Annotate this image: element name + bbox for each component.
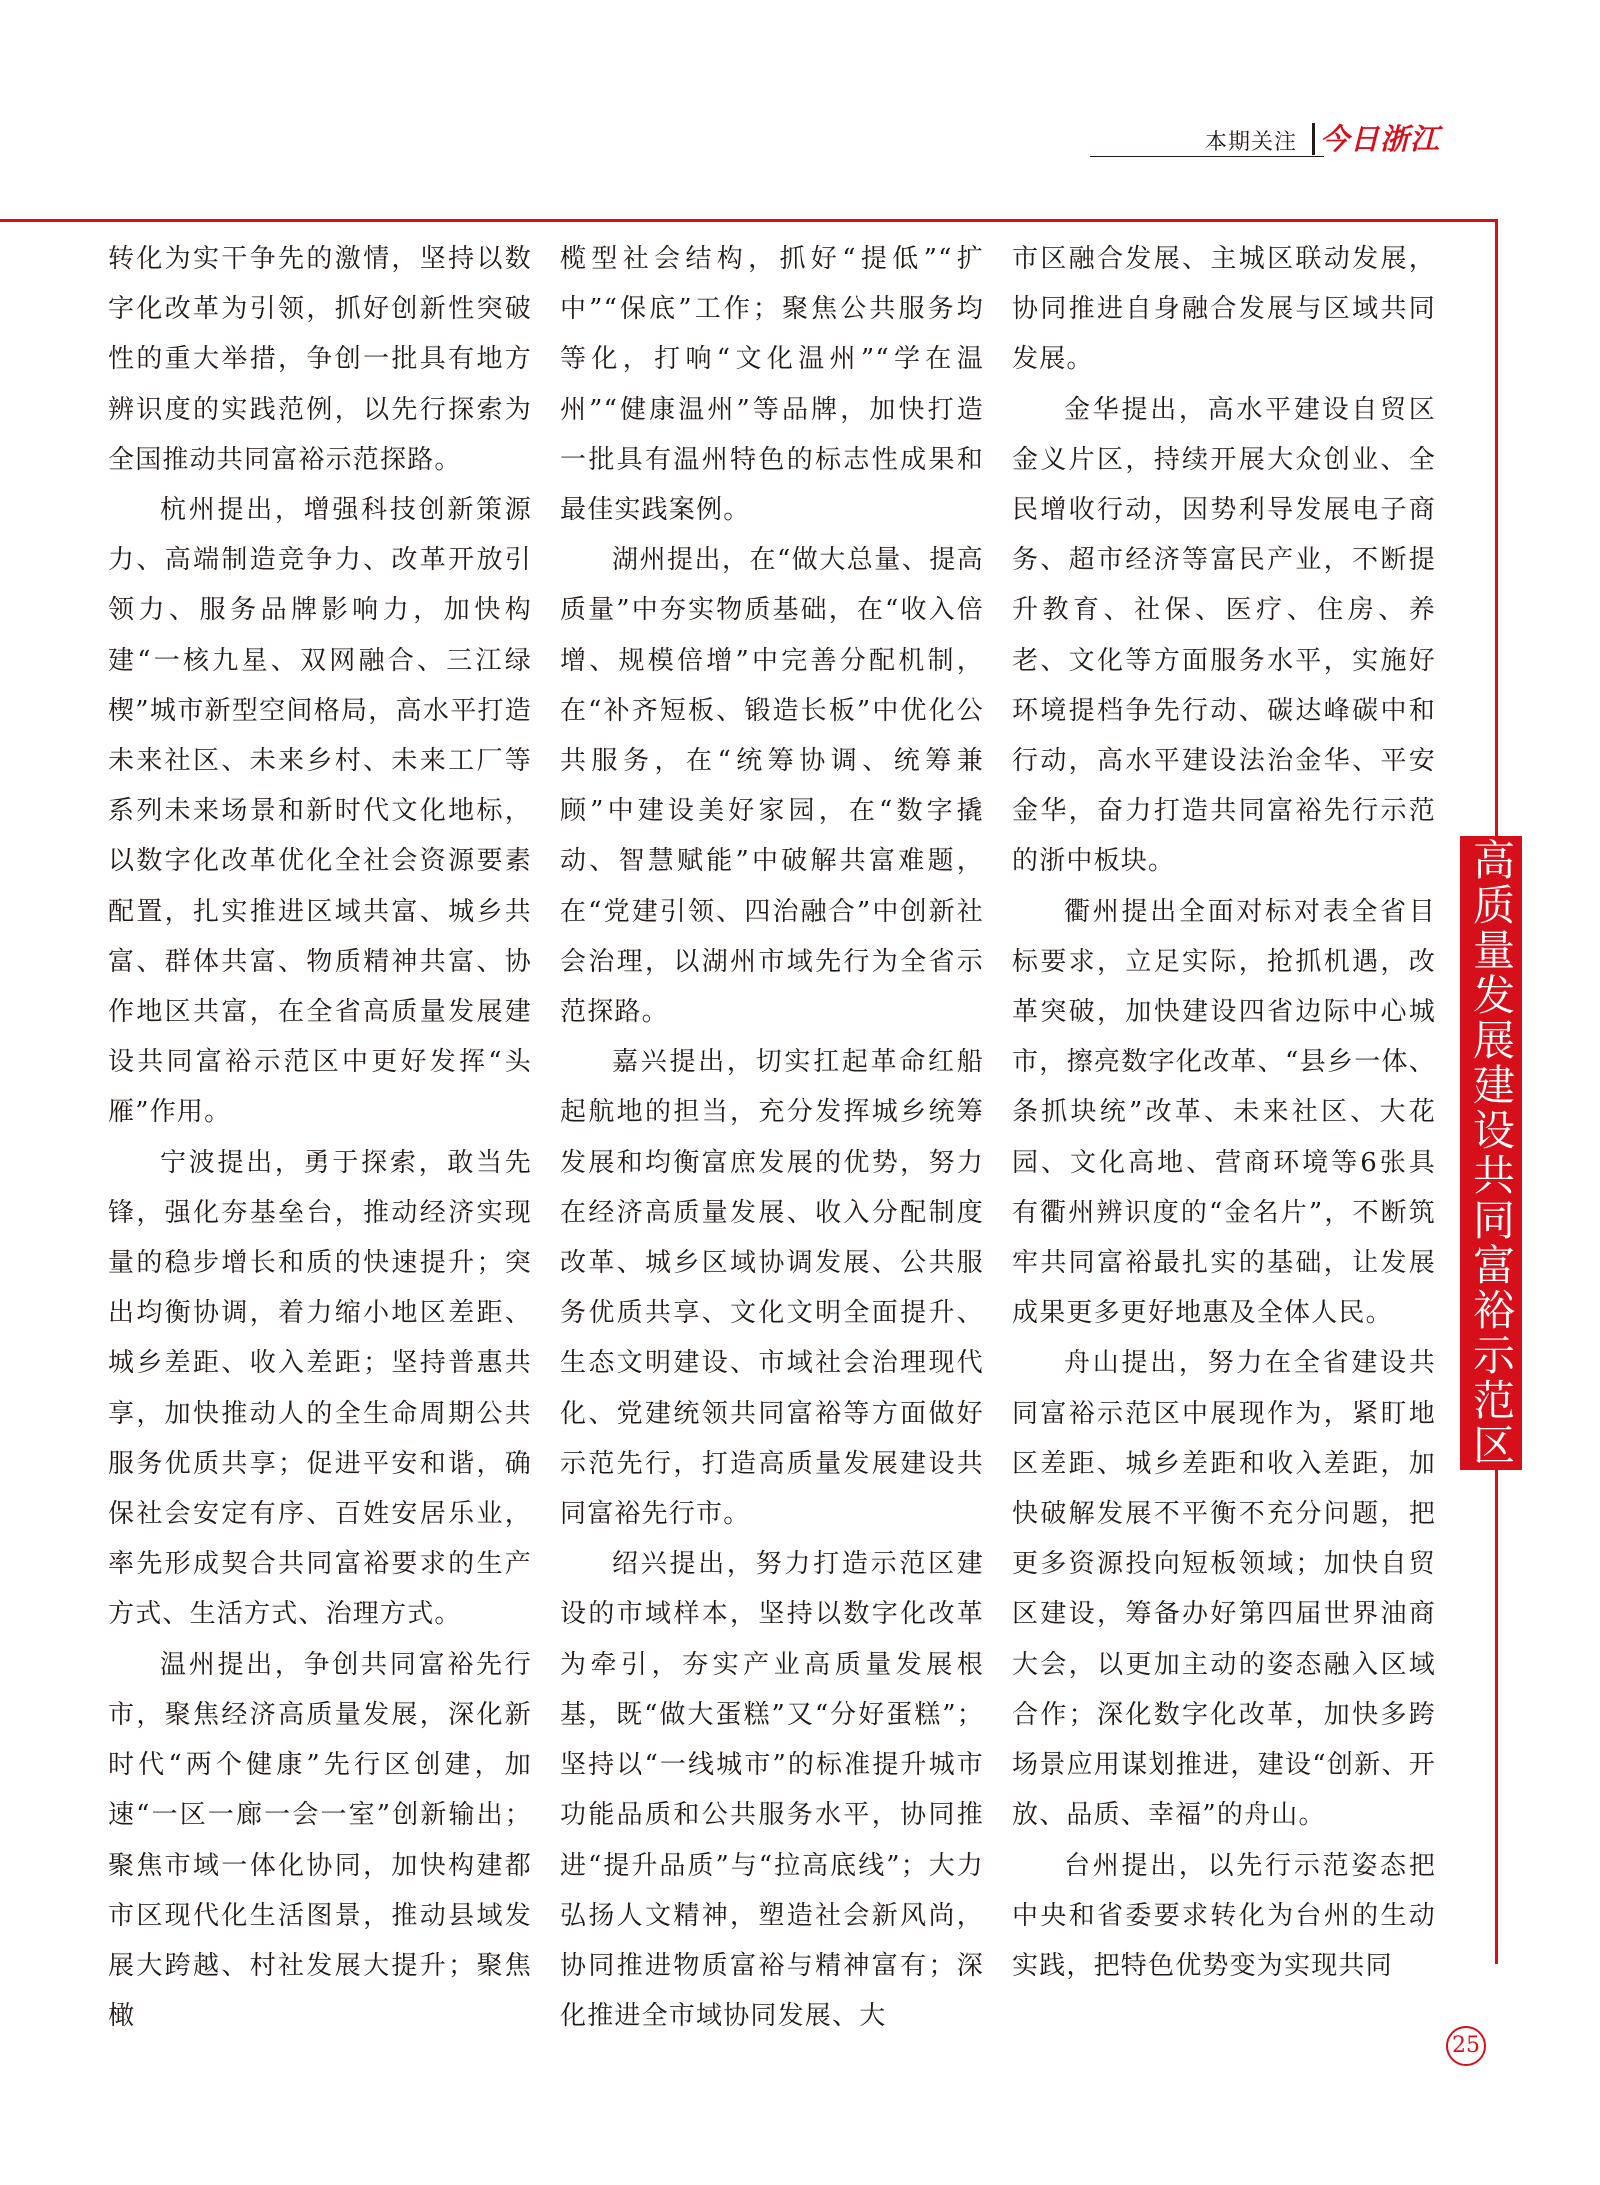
- magazine-logo: 今日浙江: [1320, 122, 1441, 156]
- text-column-2: [560, 234, 984, 2041]
- paragraph-shaoxing: 绍兴提出，努力打造示范区建设的市域样本，坚持以数字化改革为牵引，夯实产业高质量发展根基，既“做大蛋糕”又“分好蛋糕”；坚持以“一线城市”的标准提升城市功能品质和公共服务水平，协同推进“提升品质”与“拉高底线”；大力弘扬人文精神，塑造社会新风尚，协同推进物质富裕与精神富有；深化推进全市域协同发展、大: [560, 1549, 984, 2032]
- paragraph-jinhua: 金华提出，高水平建设自贸区金义片区，持续开展大众创业、全民增收行动，因势利导发展电子商务、超市经济等富民产业，不断提升教育、社保、医疗、住房、养老、文化等方面服务水平，实施好环境提档争先行动、碳达峰碳中和行动，高水平建设法治金华、平安金华，奋力打造共同富裕先行示范的浙中板块。: [1012, 394, 1436, 877]
- paragraph: 市区融合发展、主城区联动发展，协同推进自身融合发展与区域共同发展。: [1012, 244, 1436, 375]
- red-frame-top: [0, 219, 1498, 222]
- paragraph: 转化为实干争先的激情，坚持以数字化改革为引领，抓好创新性突破性的重大举措，争创一批具有地方辨识度的实践范例，以先行探索为全国推动共同富裕示范探路。: [108, 244, 532, 475]
- paragraph-wenzhou: 温州提出，争创共同富裕先行市，聚焦经济高质量发展，深化新时代“两个健康”先行区创建，加速“一区一廊一会一室”创新输出；聚焦市域一体化协同，加快构建都市区现代化生活图景，推动县域发展大跨越、村社发展大提升；聚焦橄: [108, 1649, 532, 2032]
- paragraph-jiaxing: 嘉兴提出，切实扛起革命红船起航地的担当，充分发挥城乡统筹发展和均衡富庶发展的优势，努力在经济高质量发展、收入分配制度改革、城乡区域协调发展、公共服务优质共享、文化文明全面提升、生态文明建设、市域社会治理现代化、党建统领共同富裕等方面做好示范先行，打造高质量发展建设共同富裕先行市。: [560, 1047, 984, 1530]
- paragraph-huzhou: 湖州提出，在“做大总量、提高质量”中夯实物质基础，在“收入倍增、规模倍增”中完善分配机制，在“补齐短板、锻造长板”中优化公共服务，在“统筹协调、统筹兼顾”中建设美好家园，在“数字撬动、智慧赋能”中破解共富难题，在“党建引领、四治融合”中创新社会治理，以湖州市域先行为全省示范探路。: [560, 545, 984, 1028]
- header-rule: [1090, 156, 1324, 157]
- paragraph-quzhou: 衢州提出全面对标对表全省目标要求，立足实际，抢抓机遇，改革突破，加快建设四省边际中心城市，擦亮数字化改革、“县乡一体、条抓块统”改革、未来社区、大花园、文化高地、营商环境等6张具有衢州辨识度的“金名片”，不断筑牢共同富裕最扎实的基础，让发展成果更多更好地惠及全体人民。: [1012, 896, 1436, 1329]
- side-topic-text: 高质量发展建设共同富裕示范区: [1467, 838, 1516, 1468]
- paragraph-zhoushan: 舟山提出，努力在全省建设共同富裕示范区中展现作为，紧盯地区差距、城乡差距和收入差距，加快破解发展不平衡不充分问题，把更多资源投向短板领域；加快自贸区建设，筹备办好第四届世界油商大会，以更加主动的姿态融入区域合作；深化数字化改革，加快多跨场景应用谋划推进，建设“创新、开放、品质、幸福”的舟山。: [1012, 1348, 1436, 1831]
- running-header: [1090, 123, 1470, 159]
- page-number: 25: [1446, 2026, 1486, 2066]
- section-label: 本期关注: [1205, 130, 1298, 155]
- header-divider: [1312, 123, 1315, 155]
- paragraph-taizhou: 台州提出，以先行示范姿态把中央和省委要求转化为台州的生动实践，把特色优势变为实现共同: [1012, 1850, 1436, 1981]
- text-column-1: [108, 234, 532, 2041]
- paragraph-ningbo: 宁波提出，勇于探索，敢当先锋，强化夯基垒台，推动经济实现量的稳步增长和质的快速提升；突出均衡协调，着力缩小地区差距、城乡差距、收入差距；坚持普惠共享，加快推动人的全生命周期公共服务优质共享；促进平安和谐，确保社会安定有序、百姓安居乐业，率先形成契合共同富裕要求的生产方式、生活方式、治理方式。: [108, 1147, 532, 1630]
- side-topic-tag: [1460, 836, 1522, 1470]
- paragraph: 榄型社会结构，抓好“提低”“扩中”“保底”工作；聚焦公共服务均等化，打响“文化温州”“学在温州”“健康温州”等品牌，加快打造一批具有温州特色的标志性成果和最佳实践案例。: [560, 244, 984, 526]
- paragraph-hangzhou: 杭州提出，增强科技创新策源力、高端制造竞争力、改革开放引领力、服务品牌影响力，加快构建“一核九星、双网融合、三江绿楔”城市新型空间格局，高水平打造未来社区、未来乡村、未来工厂等系列未来场景和新时代文化地标，以数字化改革优化全社会资源要素配置，扎实推进区域共富、城乡共富、群体共富、物质精神共富、协作地区共富，在全省高质量发展建设共同富裕示范区中更好发挥“头雁”作用。: [108, 495, 532, 1128]
- text-column-3: [1012, 234, 1436, 1991]
